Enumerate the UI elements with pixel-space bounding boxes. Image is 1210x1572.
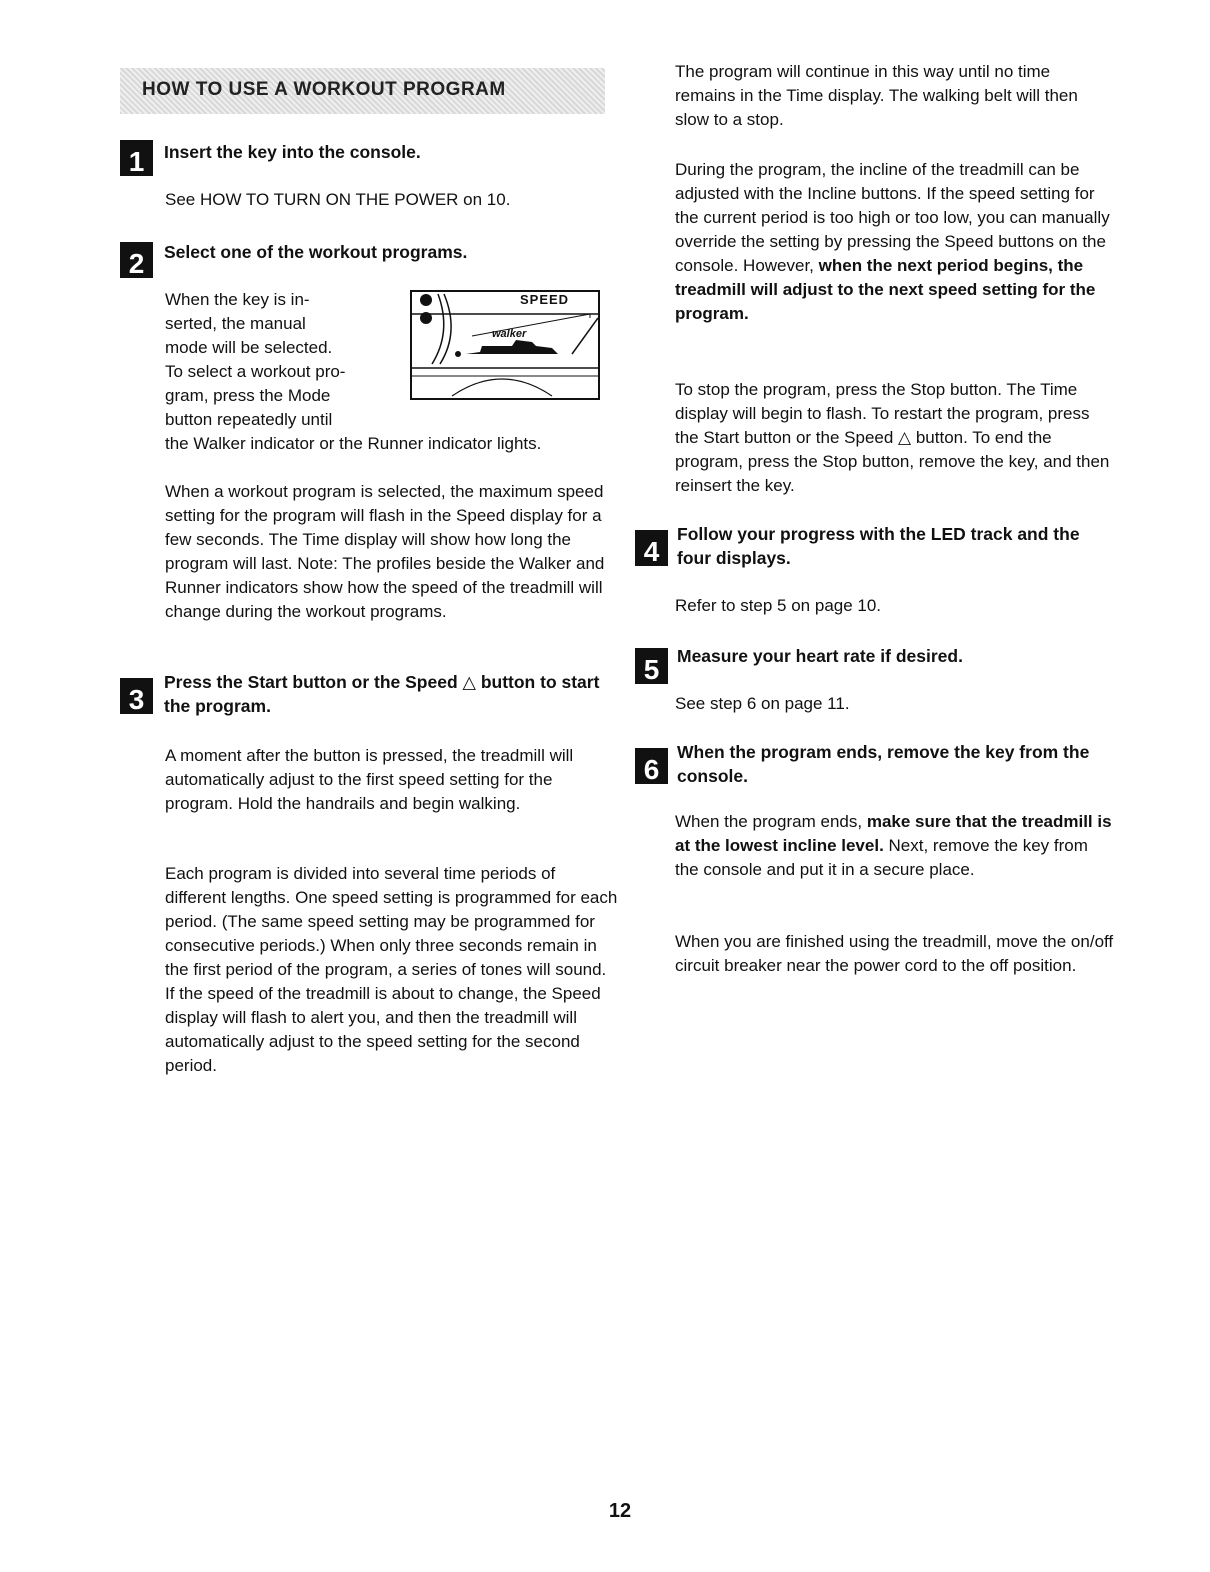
section-title: HOW TO USE A WORKOUT PROGRAM [142,79,506,100]
step-6-body-2: When you are finished using the treadmill, move the on/off circuit breaker near the power cord to the off position. [675,932,1114,975]
step-2-title: Select one of the workout programs. [164,242,468,262]
step-5-number: 5 [635,648,668,684]
step-1-number: 1 [120,140,153,176]
step-6-body-1 [675,810,1115,882]
step-2-intro-line: When the key is in- [165,290,310,309]
step-5-title: Measure your heart rate if desired. [677,646,963,666]
right-paragraph-3: To stop the program, press the Stop button. The Time display will begin to flash. To restart the program, press the Start button or the Speed △ button. To end the program, press the Stop button, remove the key, and then reinsert the key. [675,380,1110,495]
step-6-title: When the program ends, remove the key from the console. [677,742,1090,786]
step-2-intro-line: To select a workout pro- [165,362,346,381]
right-paragraph-2-text: During the program, the incline of the treadmill can be adjusted with the Incline buttons. If the speed setting for the current period is too high or too low, you can manually override the setting by pressing the Speed buttons on the console. However, [675,160,1110,275]
step-1-body: See HOW TO TURN ON THE POWER on 10. [165,190,511,209]
step-5-body: See step 6 on page 11. [675,694,850,713]
section-title-banner [120,68,605,114]
step-2-intro-line: mode will be selected. [165,338,333,357]
step-2-intro-line: serted, the manual [165,314,306,333]
right-paragraph-2-bold: when the next period begins, the treadmill will adjust to the next speed setting for the program. [675,256,1096,323]
step-2-intro-line: gram, press the Mode [165,386,331,405]
right-paragraph-2 [675,158,1115,326]
console-walker-label: walker [492,328,527,340]
console-speed-label: SPEED [520,292,570,307]
step-6-body-1-text: When the program ends, [675,812,863,831]
step-2-body: When a workout program is selected, the maximum speed setting for the program will flash in the Speed display for a few seconds. The Time display will show how long the program will last. Note: The profiles beside the Walker and Runner indicators show how the speed of the treadmill will change during the workout programs. [165,482,605,621]
page-number: 12 [608,1500,632,1522]
step-6-number: 6 [635,748,668,784]
right-paragraph-1: The program will continue in this way until no time remains in the Time display. The walking belt will then slow to a stop. [675,62,1078,129]
step-3-body-1: A moment after the button is pressed, the treadmill will automatically adjust to the first speed setting for the program. Hold the handrails and begin walking. [165,746,574,813]
step-4-body: Refer to step 5 on page 10. [675,596,882,615]
step-1-title: Insert the key into the console. [164,142,421,162]
step-2-number: 2 [120,242,153,278]
step-3-body-2: Each program is divided into several time periods of different lengths. One speed setting is programmed for each period. (The same speed setting may be programmed for consecutive periods.) When only three seconds remain in the first period of the program, a series of tones will sound. If the speed of the treadmill is about to change, the Speed display will flash to alert you, and then the treadmill will automatically adjust to the speed setting for the second period. [165,864,618,1075]
step-4-title: Follow your progress with the LED track and the four displays. [677,524,1080,568]
step-2-intro-tail: the Walker indicator or the Runner indicator lights. [165,434,542,453]
step-4-number: 4 [635,530,668,566]
step-6-body-1-tail: Next, remove the key from the console and put it in a secure place. [675,836,1088,879]
step-3-title: Press the Start button or the Speed △ button to start the program. [164,672,600,716]
console-display-illustration [410,290,600,400]
step-2-intro [165,288,395,432]
console-drawing [412,292,598,398]
step-6-body-1-bold: make sure that the treadmill is at the lowest incline level. [675,812,1112,855]
step-2-intro-line: button repeatedly until [165,410,333,429]
step-3-number: 3 [120,678,153,714]
